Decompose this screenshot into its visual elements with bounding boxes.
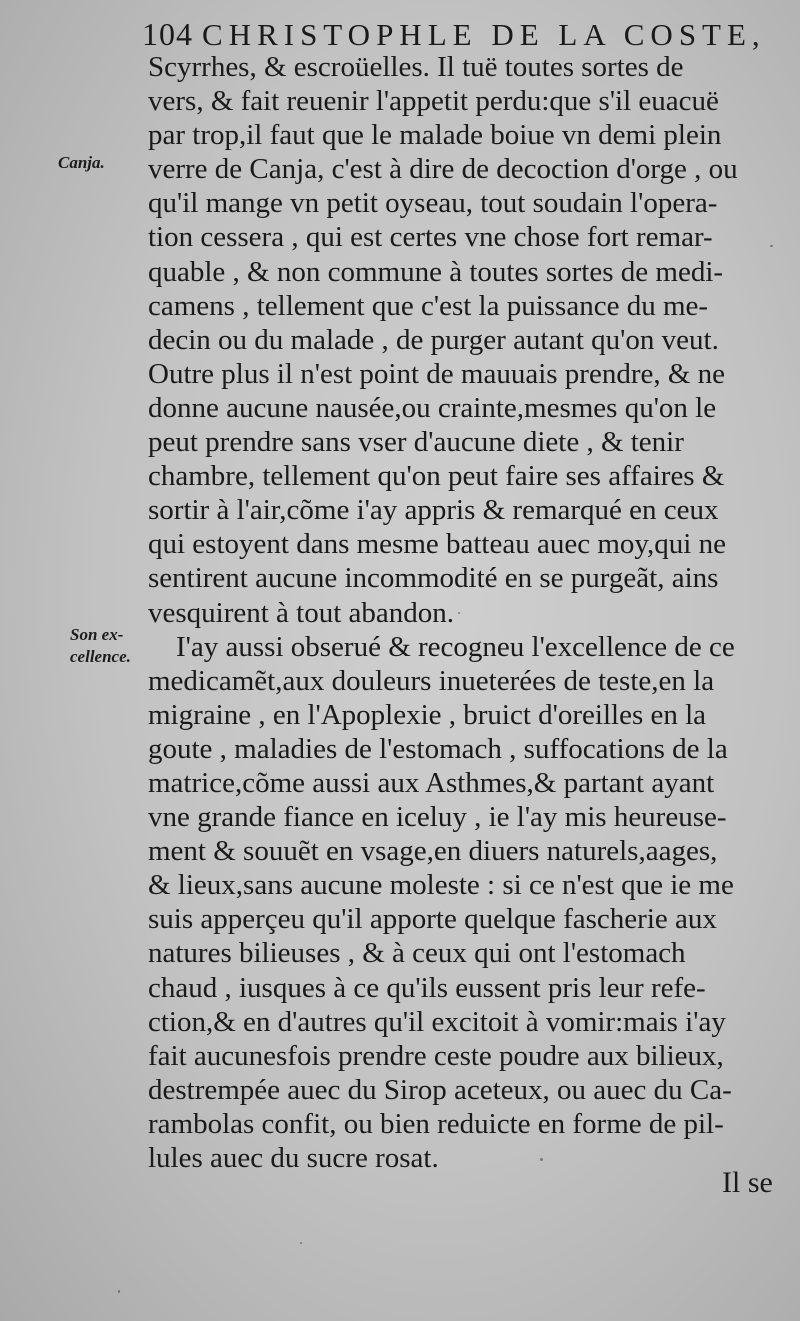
text-line: migraine , en l'Apoplexie , bruict d'oreilles en la bbox=[148, 698, 707, 731]
catchword: Il se bbox=[722, 1166, 773, 1199]
text-line: matrice,cõme aussi aux Asthmes,& partant ayant bbox=[148, 766, 715, 799]
text-line: lules auec du sucre rosat. bbox=[148, 1142, 439, 1174]
margin-note-text: Canja. bbox=[58, 153, 105, 172]
margin-note-line: cellence. bbox=[70, 647, 131, 666]
text-line: & lieux,sans aucune moleste : si ce n'est que ie me bbox=[148, 869, 734, 902]
text-line: vers, & fait reuenir l'appetit perdu:que s'il euacuë bbox=[148, 85, 719, 118]
text-line: qui estoyent dans mesme batteau auec moy,qui ne bbox=[148, 528, 726, 561]
text-line: vne grande fiance en iceluy , ie l'ay mis heureuse- bbox=[148, 801, 727, 834]
page-number: 104 bbox=[142, 16, 193, 52]
text-line: par trop,il faut que le malade boiue vn demi plein bbox=[148, 119, 722, 152]
margin-note-canja bbox=[58, 152, 105, 174]
text-line: vesquirent à tout abandon. bbox=[148, 596, 455, 629]
body-text bbox=[148, 50, 778, 1175]
text-line: goute , maladies de l'estomach , suffocations de la bbox=[148, 732, 728, 765]
running-head bbox=[142, 16, 782, 53]
text-line: donne aucune nausée,ou crainte,mesmes qu'on le bbox=[148, 391, 717, 424]
text-line: Outre plus il n'est point de mauuais prendre, & ne bbox=[148, 357, 726, 390]
text-line: qu'il mange vn petit oyseau, tout soudain l'opera- bbox=[148, 187, 718, 220]
text-line: verre de Canja, c'est à dire de decoction d'orge , ou bbox=[148, 153, 738, 186]
running-title: CHRISTOPHLE DE LA COSTE, bbox=[202, 17, 766, 52]
margin-note-line: Son ex- bbox=[70, 625, 124, 644]
text-line: medicamẽt,aux douleurs inueterées de teste,en la bbox=[148, 664, 715, 697]
text-line: camens , tellement que c'est la puissance du me- bbox=[148, 289, 709, 322]
text-line: Scyrrhes, & escroüelles. Il tuë toutes sortes de bbox=[148, 51, 684, 83]
text-line: peut prendre sans vser d'aucune diete , & tenir bbox=[148, 426, 684, 459]
text-line: sentirent aucune incommodité en se purgeãt, ains bbox=[148, 562, 719, 595]
text-line: suis apperçeu qu'il apporte quelque fascherie aux bbox=[148, 903, 717, 936]
margin-note-excellence bbox=[70, 624, 131, 668]
text-line: I'ay aussi obserué & recogneu l'excellence de ce bbox=[176, 630, 735, 663]
text-line: natures bilieuses , & à ceux qui ont l'estomach bbox=[148, 937, 686, 970]
text-line: chaud , iusques à ce qu'ils eussent pris leur refe- bbox=[148, 971, 706, 1004]
text-line: ment & souuẽt en vsage,en diuers naturels,aages, bbox=[148, 835, 718, 868]
text-line: fait aucunesfois prendre ceste poudre aux bilieux, bbox=[148, 1039, 724, 1072]
text-line: rambolas confit, ou bien reduicte en forme de pil- bbox=[148, 1107, 724, 1140]
text-line: destrempée auec du Sirop aceteux, ou auec du Ca- bbox=[148, 1073, 732, 1106]
text-line: chambre, tellement qu'on peut faire ses affaires & bbox=[148, 460, 725, 493]
text-line: ction,& en d'autres qu'il excitoit à vomir:mais i'ay bbox=[148, 1005, 726, 1038]
text-line: tion cessera , qui est certes vne chose fort remar- bbox=[148, 221, 713, 254]
text-line: decin ou du malade , de purger autant qu'on veut. bbox=[148, 323, 719, 356]
text-line: sortir à l'air,cõme i'ay appris & remarqué en ceux bbox=[148, 494, 719, 527]
text-line: quable , & non commune à toutes sortes de medi- bbox=[148, 255, 724, 288]
